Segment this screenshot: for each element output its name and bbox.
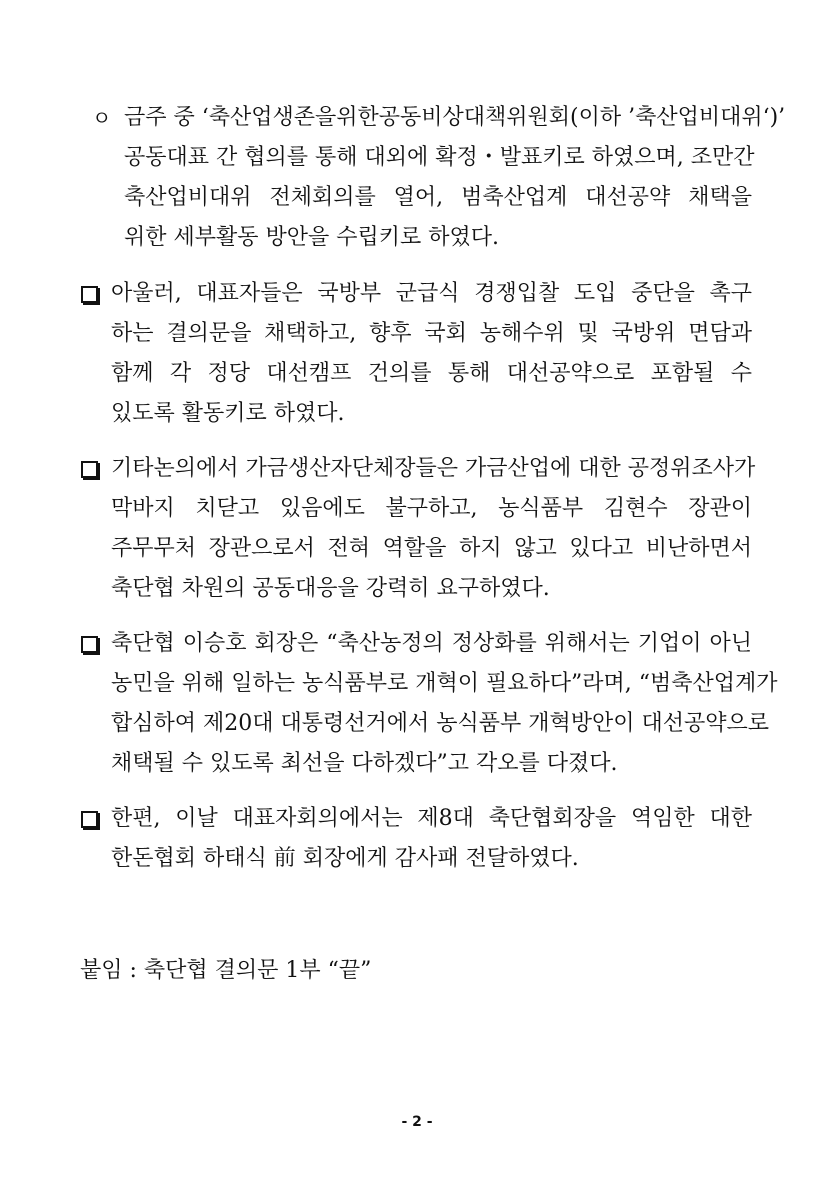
sub-item-line: 금주 중 ‘축산업생존을위한공동비상대책위원회(이하 ’축산업비대위‘)’ — [124, 105, 786, 130]
item-line: 기타논의에서 가금생산자단체장들은 가금산업에 대한 공정위조사가 — [111, 456, 756, 481]
page-number: - 2 - — [401, 1114, 433, 1130]
item-line: 축단협 이승호 회장은 “축산농정의 정상화를 위해서는 기업이 아닌 — [111, 631, 752, 656]
item-line: 한편, 이날 대표자회의에서는 제8대 축단협회장을 역임한 대한 — [111, 806, 752, 831]
sub-bullet-marker: ㅇ — [92, 106, 112, 130]
item-line: 막바지 치닫고 있음에도 불구하고, 농식품부 김현수 장관이 — [111, 496, 752, 521]
item-line: 하는 결의문을 채택하고, 향후 국회 농해수위 및 국방위 면담과 — [111, 321, 752, 346]
item-line: 농민을 위해 일하는 농식품부로 개혁이 필요하다”라며, “범축산업계가 — [111, 671, 778, 696]
item-line: 함께 각 정당 대선캠프 건의를 통해 대선공약으로 포함될 수 — [111, 361, 752, 386]
checkbox-bullet-icon — [81, 636, 98, 653]
item-line: 합심하여 제20대 대통령선거에서 농식품부 개혁방안이 대선공약으로 — [111, 711, 770, 736]
sub-item-line: 공동대표 간 협의를 통해 대외에 확정・발표키로 하였으며, 조만간 — [124, 145, 755, 170]
item-line: 주무무처 장관으로서 전혀 역할을 하지 않고 있다고 비난하면서 — [111, 536, 752, 561]
item-line: 축단협 차원의 공동대응을 강력히 요구하였다. — [111, 576, 550, 601]
checkbox-bullet-icon — [81, 286, 98, 303]
item-line: 있도록 활동키로 하였다. — [111, 401, 345, 426]
attachment-note: 붙임 : 축단협 결의문 1부 “끝” — [80, 958, 372, 983]
checkbox-bullet-icon — [81, 811, 98, 828]
sub-item-line: 축산업비대위 전체회의를 열어, 범축산업계 대선공약 채택을 — [124, 185, 752, 210]
item-line: 아울러, 대표자들은 국방부 군급식 경쟁입찰 도입 중단을 촉구 — [111, 281, 752, 306]
item-line: 채택될 수 있도록 최선을 다하겠다”고 각오를 다졌다. — [111, 751, 618, 776]
item-line: 한돈협회 하태식 前 회장에게 감사패 전달하였다. — [111, 846, 579, 871]
checkbox-bullet-icon — [81, 461, 98, 478]
sub-item-line: 위한 세부활동 방안을 수립키로 하였다. — [124, 225, 499, 250]
